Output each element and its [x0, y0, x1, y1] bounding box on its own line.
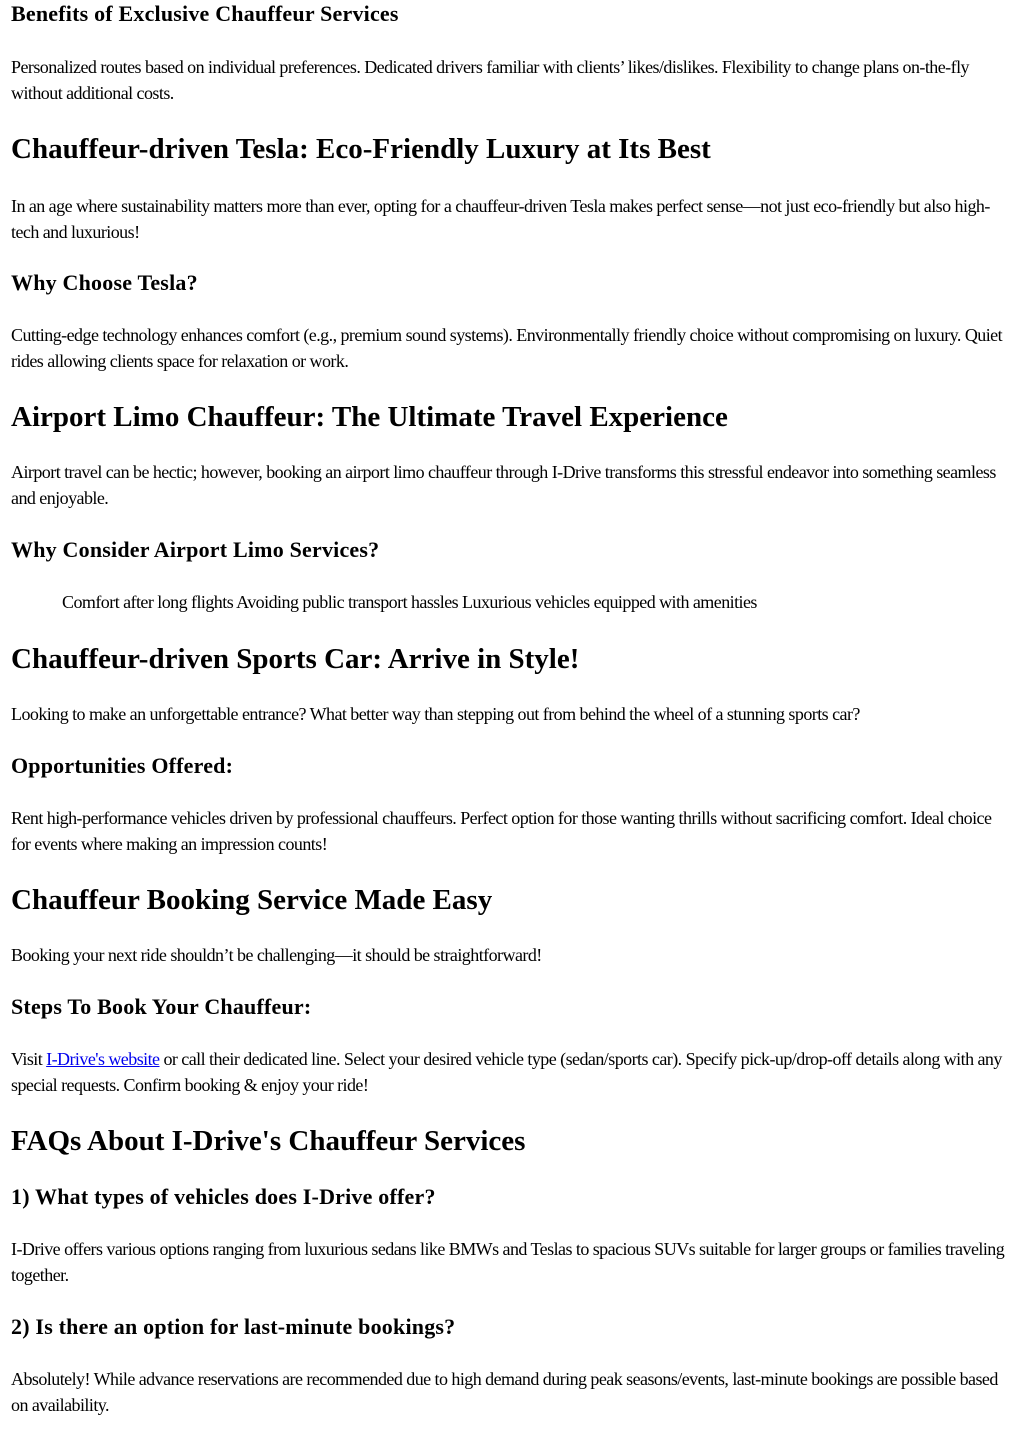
faq-question-2: 2) Is there an option for last-minute bookings? — [11, 1314, 456, 1339]
sports-heading: Chauffeur-driven Sports Car: Arrive in Style! — [11, 643, 580, 675]
tesla-subheading: Why Choose Tesla? — [11, 270, 198, 295]
faq-answer-2: Absolutely! While advance reservations are recommended due to high demand during peak seasons/events, last-minute bookings are possible based on availability. — [11, 1369, 998, 1415]
airport-heading: Airport Limo Chauffeur: The Ultimate Travel Experience — [11, 401, 728, 433]
idrive-website-link[interactable]: I-Drive's website — [46, 1049, 160, 1069]
benefits-heading: Benefits of Exclusive Chauffeur Services — [11, 1, 399, 26]
tesla-subparagraph: Cutting-edge technology enhances comfort (e.g., premium sound systems). Environmentally friendly choice without compromising on luxury. Quiet rides allowing clients space for relaxation or work. — [11, 325, 1003, 371]
benefits-paragraph: Personalized routes based on individual preferences. Dedicated drivers familiar with clients’ likes/dislikes. Flexibility to change plans on-the-fly without additional costs. — [11, 57, 969, 103]
faq-answer-1: I-Drive offers various options ranging from luxurious sedans like BMWs and Teslas to spacious SUVs suitable for larger groups or families traveling together. — [11, 1239, 1005, 1285]
airport-paragraph: Airport travel can be hectic; however, booking an airport limo chauffeur through I-Drive transforms this stressful endeavor into something seamless and enjoyable. — [11, 462, 996, 508]
steps-suffix: or call their dedicated line. Select your desired vehicle type (sedan/sports car). Specify pick-up/drop-off details along with any special requests. Confirm booking & enjoy your ride! — [11, 1049, 1002, 1095]
booking-paragraph: Booking your next ride shouldn’t be challenging—it should be straightforward! — [11, 945, 542, 965]
airport-subparagraph: Comfort after long flights Avoiding public transport hassles Luxurious vehicles equipped with amenities — [62, 592, 757, 612]
sports-subheading: Opportunities Offered: — [11, 753, 234, 778]
booking-steps-paragraph — [11, 1046, 1013, 1098]
booking-heading: Chauffeur Booking Service Made Easy — [11, 884, 493, 916]
airport-subheading: Why Consider Airport Limo Services? — [11, 537, 380, 562]
sports-paragraph: Looking to make an unforgettable entrance? What better way than stepping out from behind the wheel of a stunning sports car? — [11, 704, 860, 724]
booking-subheading: Steps To Book Your Chauffeur: — [11, 994, 312, 1019]
tesla-heading: Chauffeur-driven Tesla: Eco-Friendly Luxury at Its Best — [11, 133, 711, 165]
faqs-heading: FAQs About I-Drive's Chauffeur Services — [11, 1125, 526, 1157]
steps-prefix: Visit — [11, 1049, 47, 1069]
faq-question-1: 1) What types of vehicles does I-Drive offer? — [11, 1184, 436, 1209]
tesla-paragraph: In an age where sustainability matters more than ever, opting for a chauffeur-driven Tesla makes perfect sense—not just eco-friendly but also high-tech and luxurious! — [11, 196, 990, 242]
sports-subparagraph: Rent high-performance vehicles driven by professional chauffeurs. Perfect option for those wanting thrills without sacrificing comfort. Ideal choice for events where making an impression counts! — [11, 808, 992, 854]
